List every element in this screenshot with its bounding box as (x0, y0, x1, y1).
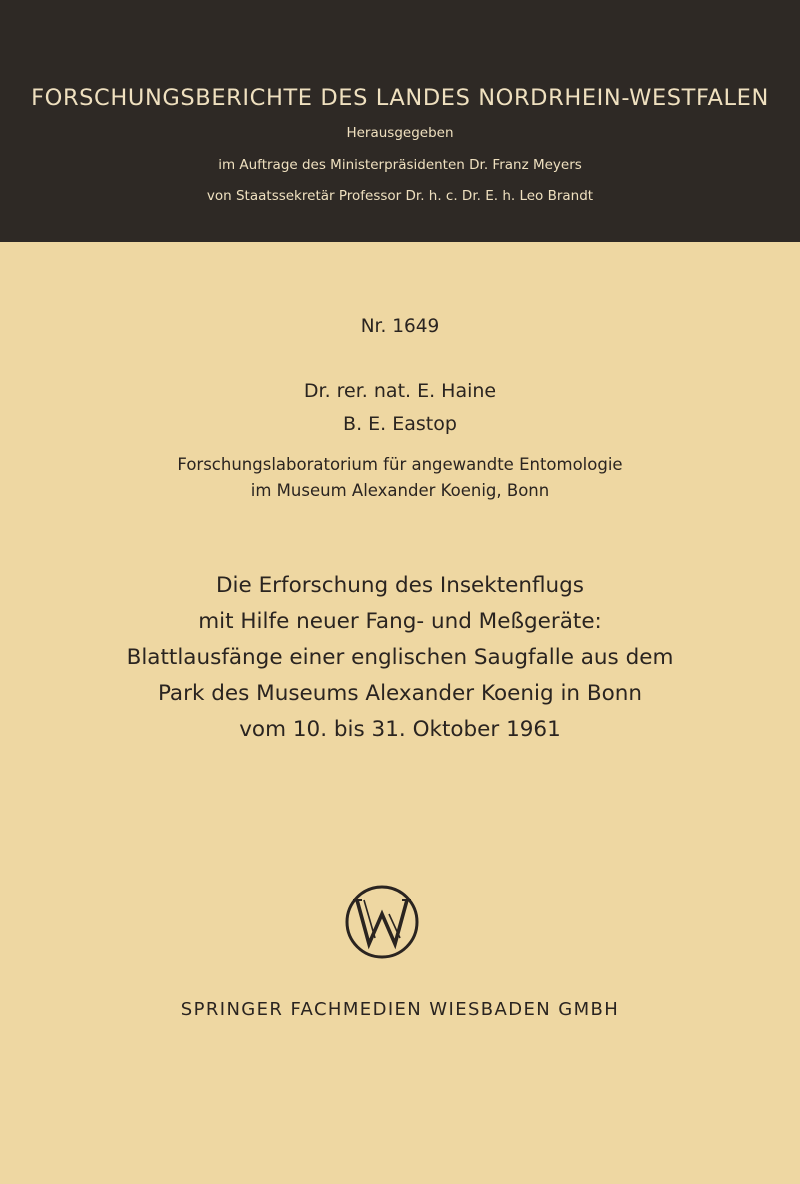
title-line-3: Blattlausfänge einer englischen Saugfalle aus dem (126, 645, 674, 670)
title-line-5: vom 10. bis 31. Oktober 1961 (239, 717, 561, 742)
affiliation-line-1: Forschungslaboratorium für angewandte Entomologie (177, 455, 623, 474)
editor-line-herausgegeben: Herausgegeben (346, 125, 454, 141)
title-line-2: mit Hilfe neuer Fang- und Meßgeräte: (198, 609, 602, 634)
publisher-name: SPRINGER FACHMEDIEN WIESBADEN GMBH (180, 999, 620, 1020)
title-line-4: Park des Museums Alexander Koenig in Bonn (157, 681, 643, 706)
book-title (0, 568, 800, 748)
author-eastop: B. E. Eastop (343, 413, 457, 435)
editor-line-auftrag: im Auftrage des Ministerpräsidenten Dr. Franz Meyers (218, 157, 582, 173)
editor-line-staatssekretaer: von Staatssekretär Professor Dr. h. c. Dr. E. h. Leo Brandt (206, 188, 594, 204)
author-haine: Dr. rer. nat. E. Haine (303, 380, 497, 402)
publisher-w-logo-icon (344, 884, 420, 960)
series-header-band (0, 0, 800, 242)
affiliation-line-2: im Museum Alexander Koenig, Bonn (250, 481, 550, 500)
title-line-1: Die Erforschung des Insektenflugs (215, 573, 585, 598)
series-title: FORSCHUNGSBERICHTE DES LANDES NORDRHEIN-WESTFALEN (31, 85, 769, 111)
issue-number: Nr. 1649 (360, 316, 440, 337)
